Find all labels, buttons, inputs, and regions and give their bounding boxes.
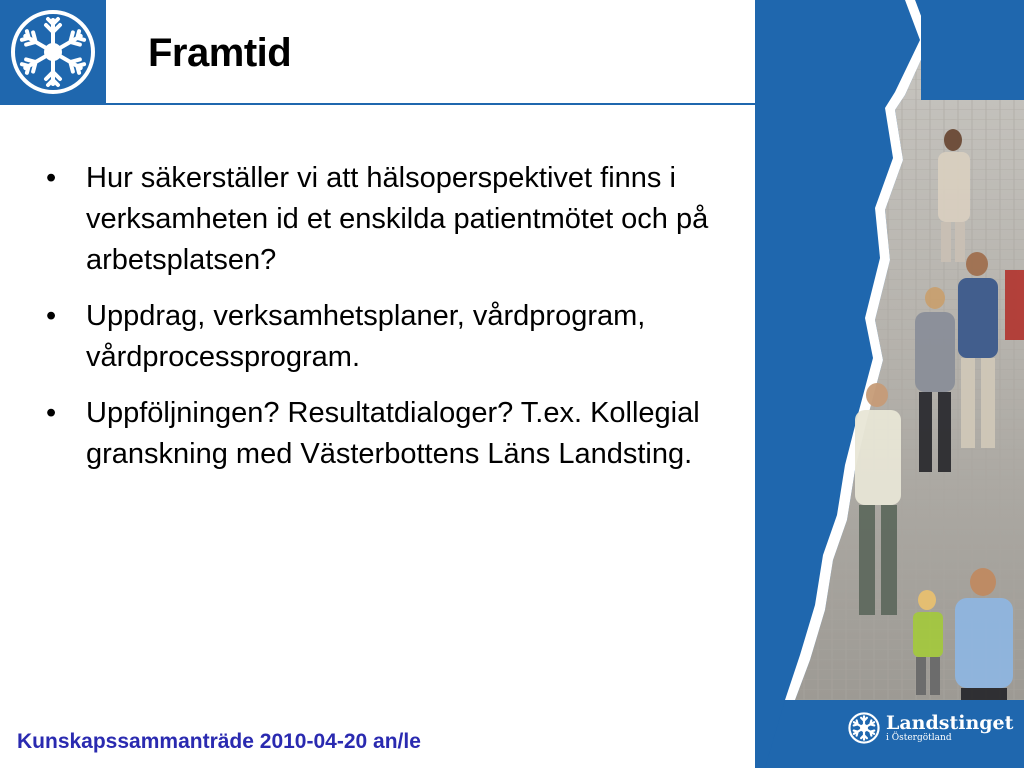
bullet-marker: • xyxy=(46,162,57,194)
bullet-item xyxy=(44,393,754,475)
brand-text xyxy=(886,713,1013,744)
brand-subtitle: i Östergötland xyxy=(886,732,952,743)
slide-title: Framtid xyxy=(148,31,292,75)
bullet-list xyxy=(44,158,754,490)
bullet-text: Uppdrag, verksamhetsplaner, vårdprogram, vårdprocessprogram. xyxy=(86,300,646,373)
bullet-text: Uppföljningen? Resultatdialoger? T.ex. Kollegial granskning med Västerbottens Läns Landsting. xyxy=(86,397,700,470)
bullet-item xyxy=(44,158,754,281)
bullet-marker: • xyxy=(46,300,57,332)
logo-box xyxy=(0,0,106,105)
snowflake-flower-icon xyxy=(848,712,880,744)
street-crowd-photo xyxy=(755,0,1024,768)
brand-logo xyxy=(848,712,1013,744)
footer-text: Kunskapssammanträde 2010-04-20 an/le xyxy=(17,730,421,753)
bullet-text: Hur säkerställer vi att hälsoperspektivet finns i verksamheten id et enskilda patientmötet och på arbetsplatsen? xyxy=(86,162,709,276)
brand-name: Landstinget xyxy=(886,711,1014,734)
snowflake-flower-icon xyxy=(9,8,97,96)
bullet-item xyxy=(44,296,754,378)
bullet-marker: • xyxy=(46,397,57,429)
